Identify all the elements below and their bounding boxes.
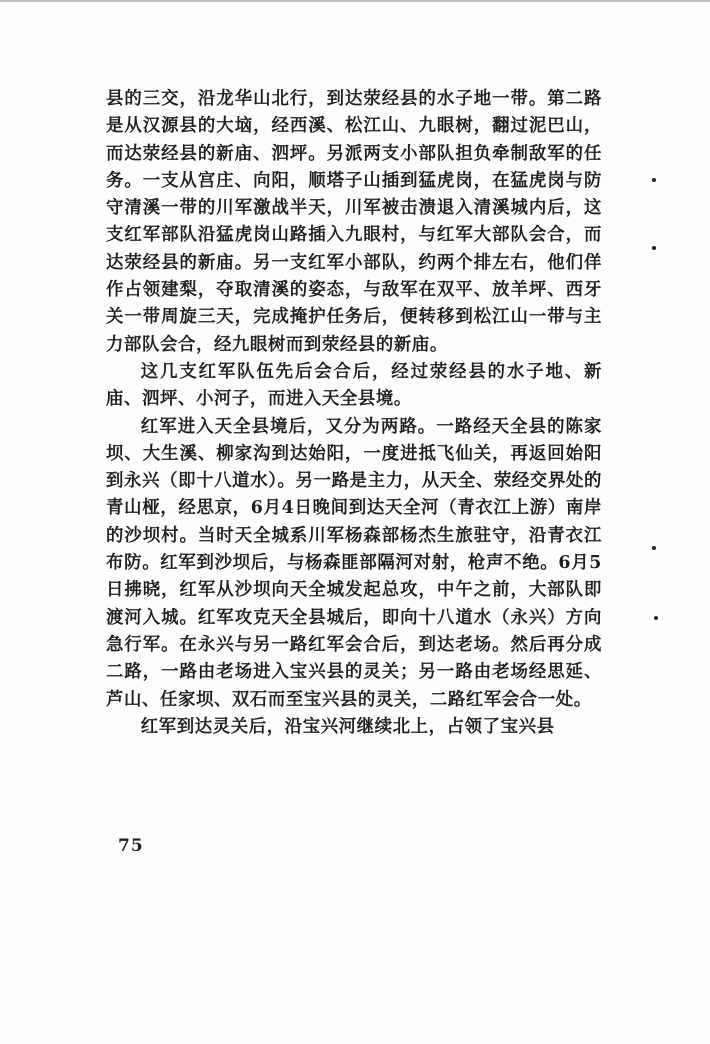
scan-speck [652,178,656,182]
paragraph-4: 红军到达灵关后，沿宝兴河继续北上，占领了宝兴县 [140,716,555,737]
paragraph-2: 这几支红军队伍先后会合后，经过荥经县的水子地、新庙、泗坪、小河子，而进入天全县境。 [106,361,602,410]
scan-speck [654,616,658,620]
paragraph-1: 县的三交，沿龙华山北行，到达荥经县的水子地一带。第二路是从汉源县的大垴，经西溪、松江山、九眼树，翻过泥巴山，而达荥经县的新庙、泗坪。另派两支小部队担负牵制敌军的任务。一支从宫庄、向阳，顺塔子山插到猛虎岗，在猛虎岗与防守清溪一带的川军激战半天，川军被击溃退入清溪城内后，这支红军部队沿猛虎岗山路插入九眼村，与红军大部队会合，而达荥经县的新庙。另一支红军小部队，约两个排左右，他们佯作占领建梨，夺取清溪的姿态，与敌军在双平、放羊坪、西牙关一带周旋三天，完成掩护任务后，便转移到松江山一带与主力部队会合，经九眼树而到荥经县的新庙。 [106,89,602,355]
scan-speck [652,246,656,250]
scan-speck [652,546,656,550]
body-text [106,86,602,741]
paragraph-3: 红军进入天全县境后，又分为两路。一路经天全县的陈家坝、大生溪、柳家沟到达始阳，一度进抵飞仙关，再返回始阳到永兴（即十八道水）。另一路是主力，从天全、荥经交界处的青山桠，经思京，6月4日晚间到达天全河（青衣江上游）南岸的沙坝村。当时天全城系川军杨森部杨杰生旅驻守，沿青衣江布防。红军到沙坝后，与杨森匪部隔河对射，枪声不绝。6月5日拂晓，红军从沙坝向天全城发起总攻，中午之前，大部队即渡河入城。红军攻克天全县城后，即向十八道水（永兴）方向急行军。在永兴与另一路红军会合后，到达老场。然后再分成二路，一路由老场进入宝兴县的灵关；另一路由老场经思延、芦山、任家坝、双石而至宝兴县的灵关，二路红军会合一处。 [106,416,602,710]
page-number: 75 [118,836,144,856]
top-scan-border [0,0,710,2]
